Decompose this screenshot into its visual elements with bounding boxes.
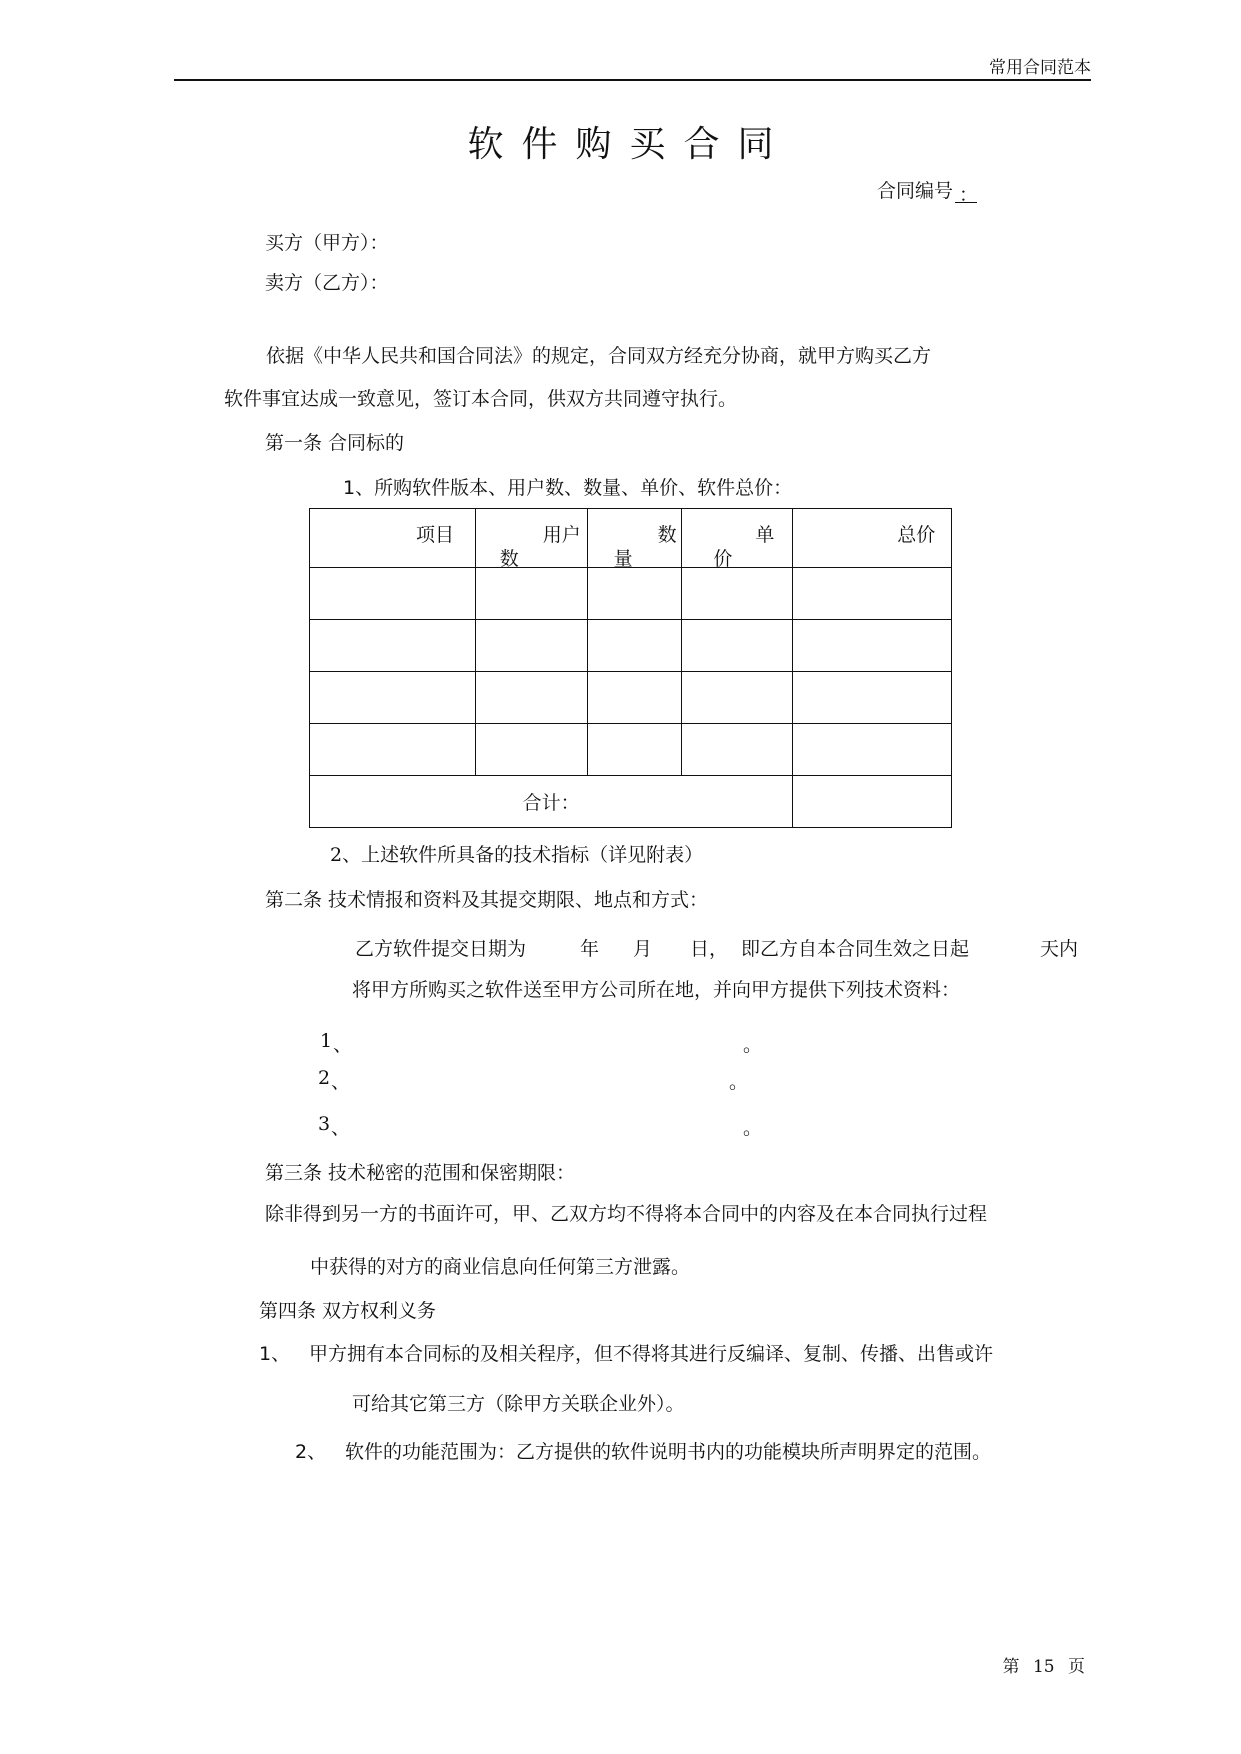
- header-quantity: 数 量: [587, 509, 682, 568]
- seller-line: 卖方（乙方）：: [265, 272, 389, 294]
- table-cell: [587, 620, 682, 672]
- contract-number-label: 合同编号: [877, 180, 954, 202]
- table-cell: [682, 568, 793, 620]
- table-cell: [587, 672, 682, 724]
- header-item: 项目: [310, 509, 476, 568]
- table-cell: [475, 724, 587, 776]
- sum-label: 合计：: [310, 776, 793, 828]
- article-2-paragraph-2: 将甲方所购买之软件送至甲方公司所在地，并向甲方提供下列技术资料：: [352, 979, 961, 1001]
- buyer-line: 买方（甲方）：: [265, 232, 389, 254]
- article-3-line-2: 中获得的对方的商业信息向任何第三方泄露。: [310, 1256, 691, 1278]
- table-cell: [682, 724, 793, 776]
- table-sum-row: [310, 776, 952, 828]
- sum-value: [793, 776, 952, 828]
- article-4-heading: 第四条 双方权利义务: [259, 1300, 437, 1322]
- table-row: [310, 724, 952, 776]
- header-total: 总价: [793, 509, 952, 568]
- contract-number-colon: ：: [959, 184, 979, 206]
- table-cell: [310, 724, 476, 776]
- table-cell: [310, 620, 476, 672]
- article-4-item-1-number: 1、: [259, 1343, 291, 1365]
- article-2-heading: 第二条 技术情报和资料及其提交期限、地点和方式：: [265, 889, 709, 911]
- table-cell: [310, 672, 476, 724]
- table-cell: [682, 672, 793, 724]
- article-4-item-2-text: 软件的功能范围为：乙方提供的软件说明书内的功能模块所声明界定的范围。: [345, 1441, 992, 1463]
- running-header: 常用合同范本: [989, 58, 1091, 78]
- article-3-line-1: 除非得到另一方的书面许可，甲、乙双方均不得将本合同中的内容及在本合同执行过程: [265, 1203, 988, 1225]
- tech-material-item: 3 、 。: [318, 1113, 763, 1139]
- tech-material-item: 1 、 。: [320, 1030, 763, 1056]
- table-cell: [793, 568, 952, 620]
- document-title: 软件购买合同: [467, 124, 792, 165]
- table-cell: [793, 672, 952, 724]
- article-1-heading: 第一条 合同标的: [265, 432, 405, 454]
- article-1-item-1: 1、所购软件版本、用户数、数量、单价、软件总价：: [343, 477, 793, 499]
- table-cell: [475, 672, 587, 724]
- table-cell: [475, 620, 587, 672]
- table-cell: [587, 568, 682, 620]
- article-4-item-2-number: 2、: [295, 1441, 327, 1463]
- article-4-item-1-line-1: 甲方拥有本合同标的及相关程序，但不得将其进行反编译、复制、传播、出售或许: [309, 1343, 994, 1365]
- table-cell: [587, 724, 682, 776]
- table-row: [310, 620, 952, 672]
- article-2-paragraph-1: 乙方软件提交日期为 年 月 日， 即乙方自本合同生效之日起 天内: [355, 938, 1079, 960]
- header-unit-price: 单 价: [682, 509, 793, 568]
- preamble-line-1: 依据《中华人民共和国合同法》的规定，合同双方经充分协商，就甲方购买乙方: [266, 345, 932, 367]
- page-footer: 第 15 页: [1002, 1657, 1085, 1677]
- table-cell: [793, 620, 952, 672]
- table-row: [310, 672, 952, 724]
- table-row: [310, 568, 952, 620]
- table-cell: [310, 568, 476, 620]
- contract-number: [877, 176, 979, 206]
- contract-number-blank: [955, 181, 979, 206]
- header-users: 用户 数: [475, 509, 587, 568]
- page-number: 15: [1032, 1657, 1055, 1677]
- article-4-item-1-line-2: 可给其它第三方（除甲方关联企业外）。: [352, 1393, 685, 1415]
- header-rule: [174, 79, 1091, 81]
- article-1-item-2: 2、上述软件所具备的技术指标（详见附表）: [330, 844, 704, 866]
- spec-table: [309, 508, 952, 828]
- table-header-row: [310, 509, 952, 568]
- table-cell: [475, 568, 587, 620]
- preamble-line-2: 软件事宜达成一致意见，签订本合同，供双方共同遵守执行。: [224, 388, 738, 410]
- table-cell: [793, 724, 952, 776]
- tech-material-item: 2 、 。: [318, 1067, 749, 1093]
- article-3-heading: 第三条 技术秘密的范围和保密期限：: [265, 1162, 576, 1184]
- table-cell: [682, 620, 793, 672]
